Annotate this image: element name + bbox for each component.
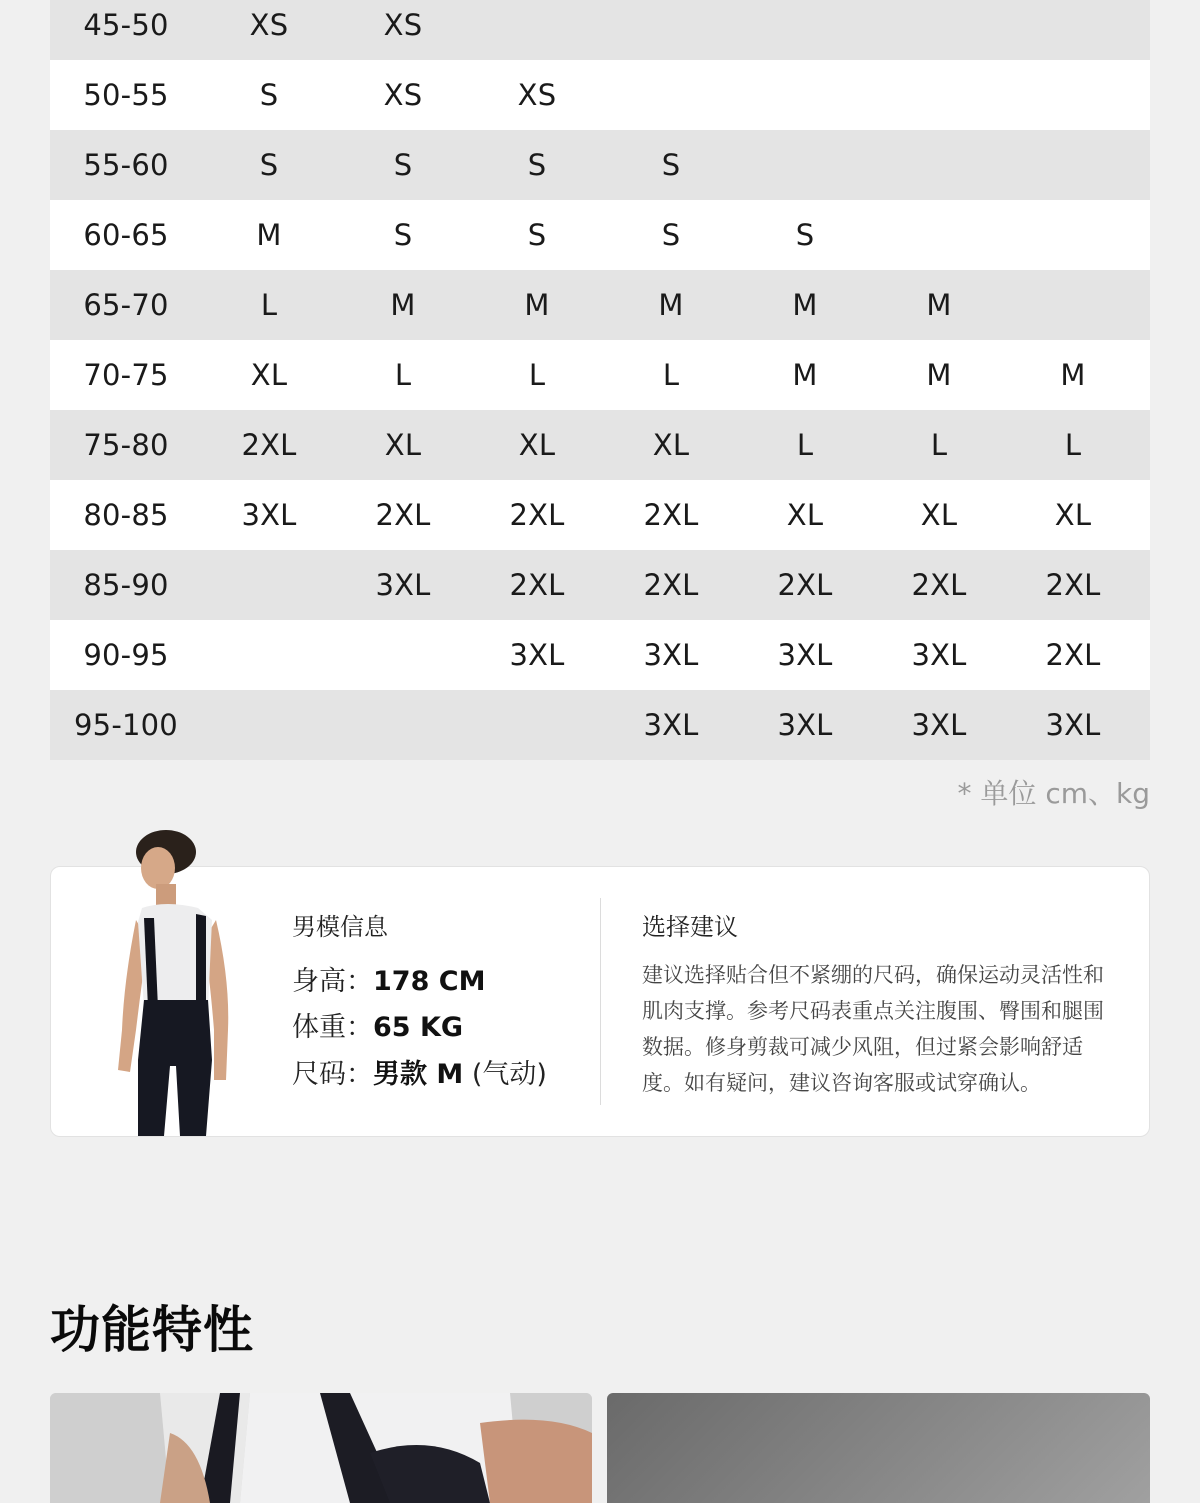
size-cell: 3XL: [375, 568, 431, 602]
size-cell: S: [259, 78, 279, 112]
table-row: [50, 480, 1150, 550]
table-row: [50, 410, 1150, 480]
table-row: [50, 130, 1150, 200]
weight-range-cell: 95-100: [74, 708, 178, 742]
feature-image-right: [607, 1393, 1150, 1503]
table-row: [50, 200, 1150, 270]
size-cell: L: [796, 428, 814, 462]
model-weight: [292, 1005, 463, 1044]
table-row: [50, 690, 1150, 760]
size-cell: XL: [518, 428, 556, 462]
advice-text: 建议选择贴合但不紧绷的尺码，确保运动灵活性和肌肉支撑。参考尺码表重点关注腹围、臀围和腿围数据。修身剪裁可减少风阻，但过紧会影响舒适度。如有疑问，建议咨询客服或试穿确认。: [642, 963, 1104, 1095]
size-value: 男款 M: [373, 1059, 464, 1090]
size-label: 尺码：: [292, 1059, 373, 1090]
size-cell: 3XL: [911, 638, 967, 672]
size-cell: XL: [250, 358, 288, 392]
card-divider: [600, 898, 601, 1105]
weight-range-cell: 60-65: [83, 218, 169, 252]
size-cell: 2XL: [375, 498, 431, 532]
size-cell: XL: [786, 498, 824, 532]
size-cell: XS: [517, 78, 557, 112]
size-cell: XS: [249, 8, 289, 42]
size-cell: L: [528, 358, 546, 392]
features-heading: 功能特性: [50, 1301, 254, 1359]
weight-value: 65 KG: [373, 1012, 464, 1043]
size-cell: S: [795, 218, 815, 252]
size-cell: S: [393, 218, 413, 252]
size-cell: M: [658, 288, 684, 322]
size-cell: S: [393, 148, 413, 182]
weight-range-cell: 75-80: [83, 428, 169, 462]
size-cell: 2XL: [241, 428, 297, 462]
size-cell: 3XL: [911, 708, 967, 742]
size-cell: S: [661, 218, 681, 252]
size-cell: XL: [920, 498, 958, 532]
size-cell: XS: [383, 8, 423, 42]
size-cell: 3XL: [643, 638, 699, 672]
size-cell: M: [792, 288, 818, 322]
size-cell: 3XL: [241, 498, 297, 532]
table-row: [50, 620, 1150, 690]
weight-range-cell: 85-90: [83, 568, 169, 602]
size-cell: S: [527, 148, 547, 182]
feature-photo-left: [50, 1393, 592, 1503]
size-cell: M: [524, 288, 550, 322]
model-info-title: 男模信息: [292, 913, 388, 941]
size-cell: L: [394, 358, 412, 392]
table-row: [50, 340, 1150, 410]
table-row: [50, 60, 1150, 130]
size-cell: 2XL: [643, 498, 699, 532]
size-cell: 3XL: [777, 708, 833, 742]
size-cell: M: [926, 358, 952, 392]
unit-note: * 单位 cm、kg: [957, 777, 1150, 810]
size-cell: XL: [652, 428, 690, 462]
size-cell: S: [661, 148, 681, 182]
height-label: 身高：: [292, 966, 373, 997]
weight-range-cell: 90-95: [83, 638, 169, 672]
size-cell: XL: [384, 428, 422, 462]
weight-label: 体重：: [292, 1012, 373, 1043]
size-cell: 2XL: [777, 568, 833, 602]
table-row: [50, 270, 1150, 340]
table-row: [50, 0, 1150, 60]
feature-image-left: [50, 1393, 592, 1503]
model-size: [292, 1052, 547, 1091]
height-value: 178 CM: [373, 966, 486, 997]
table-row: [50, 550, 1150, 620]
size-cell: L: [662, 358, 680, 392]
size-cell: S: [259, 148, 279, 182]
size-cell: 3XL: [1045, 708, 1101, 742]
size-cell: XS: [383, 78, 423, 112]
model-height: [292, 959, 485, 998]
weight-range-cell: 65-70: [83, 288, 169, 322]
size-cell: M: [926, 288, 952, 322]
size-table: [50, 0, 1150, 760]
size-cell: 2XL: [911, 568, 967, 602]
size-cell: L: [1064, 428, 1082, 462]
size-cell: S: [527, 218, 547, 252]
size-cell: 3XL: [509, 638, 565, 672]
size-cell: 2XL: [509, 498, 565, 532]
size-cell: 2XL: [1045, 638, 1101, 672]
size-cell: L: [260, 288, 278, 322]
size-cell: M: [390, 288, 416, 322]
weight-range-cell: 70-75: [83, 358, 169, 392]
size-cell: 3XL: [777, 638, 833, 672]
size-cell: L: [930, 428, 948, 462]
size-cell: M: [256, 218, 282, 252]
size-cell: 2XL: [509, 568, 565, 602]
size-cell: 3XL: [643, 708, 699, 742]
size-cell: M: [792, 358, 818, 392]
size-cell: M: [1060, 358, 1086, 392]
size-extra: (气动): [463, 1059, 547, 1090]
weight-range-cell: 50-55: [83, 78, 169, 112]
size-cell: 2XL: [1045, 568, 1101, 602]
advice-title: 选择建议: [642, 913, 738, 941]
weight-range-cell: 80-85: [83, 498, 169, 532]
weight-range-cell: 45-50: [83, 8, 169, 42]
size-cell: 2XL: [643, 568, 699, 602]
size-cell: XL: [1054, 498, 1092, 532]
weight-range-cell: 55-60: [83, 148, 169, 182]
model-photo: [108, 830, 238, 1136]
